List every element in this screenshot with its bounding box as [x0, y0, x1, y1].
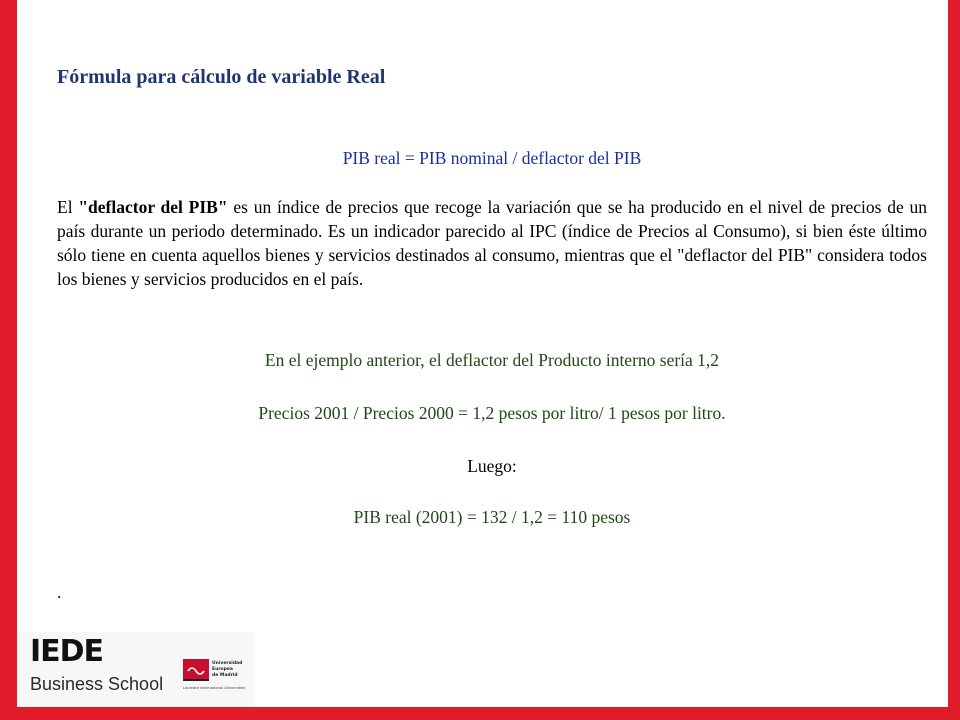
- footer-logos: [17, 632, 254, 707]
- svg-text:de Madrid: de Madrid: [212, 673, 238, 678]
- left-red-bar: [0, 0, 17, 720]
- svg-text:Universidad: Universidad: [212, 661, 243, 666]
- iede-logo-text: IEDE: [30, 634, 104, 669]
- paragraph-body: es un índice de precios que recoge la variación que se ha producido en el nivel de precios de un país durante un periodo determinado. Es un indicador parecido al IPC (índice de Precios al Consumo), si bien éste último sólo tiene en cuenta aquellos bienes y servicios destinados al consumo, mientras que el "deflactor del PIB" considera todos los bienes y servicios producidos en el país.: [57, 197, 928, 289]
- formula-line: PIB real = PIB nominal / deflactor del PIB: [342, 148, 642, 168]
- definition-paragraph: [57, 195, 927, 291]
- trailing-dot: .: [57, 583, 62, 602]
- slide-title: Fórmula para cálculo de variable Real: [57, 66, 386, 88]
- example-line: En el ejemplo anterior, el deflactor del Producto interno sería 1,2: [264, 350, 720, 370]
- right-red-bar: [948, 0, 960, 720]
- paragraph-intro: El: [57, 197, 79, 217]
- result-line: PIB real (2001) = 132 / 1,2 = 110 pesos: [353, 507, 631, 527]
- uem-logo: [183, 659, 251, 693]
- paragraph-bold-term: "deflactor del PIB": [78, 197, 228, 217]
- bottom-red-bar: [0, 707, 960, 720]
- luego-line: Luego:: [467, 456, 517, 476]
- precios-line: Precios 2001 / Precios 2000 = 1,2 pesos por litro/ 1 pesos por litro.: [258, 403, 726, 423]
- svg-text:Europea: Europea: [212, 667, 233, 672]
- business-school-text: Business School: [30, 674, 164, 694]
- svg-text:Laureate International Univers: Laureate International Universities: [183, 686, 246, 690]
